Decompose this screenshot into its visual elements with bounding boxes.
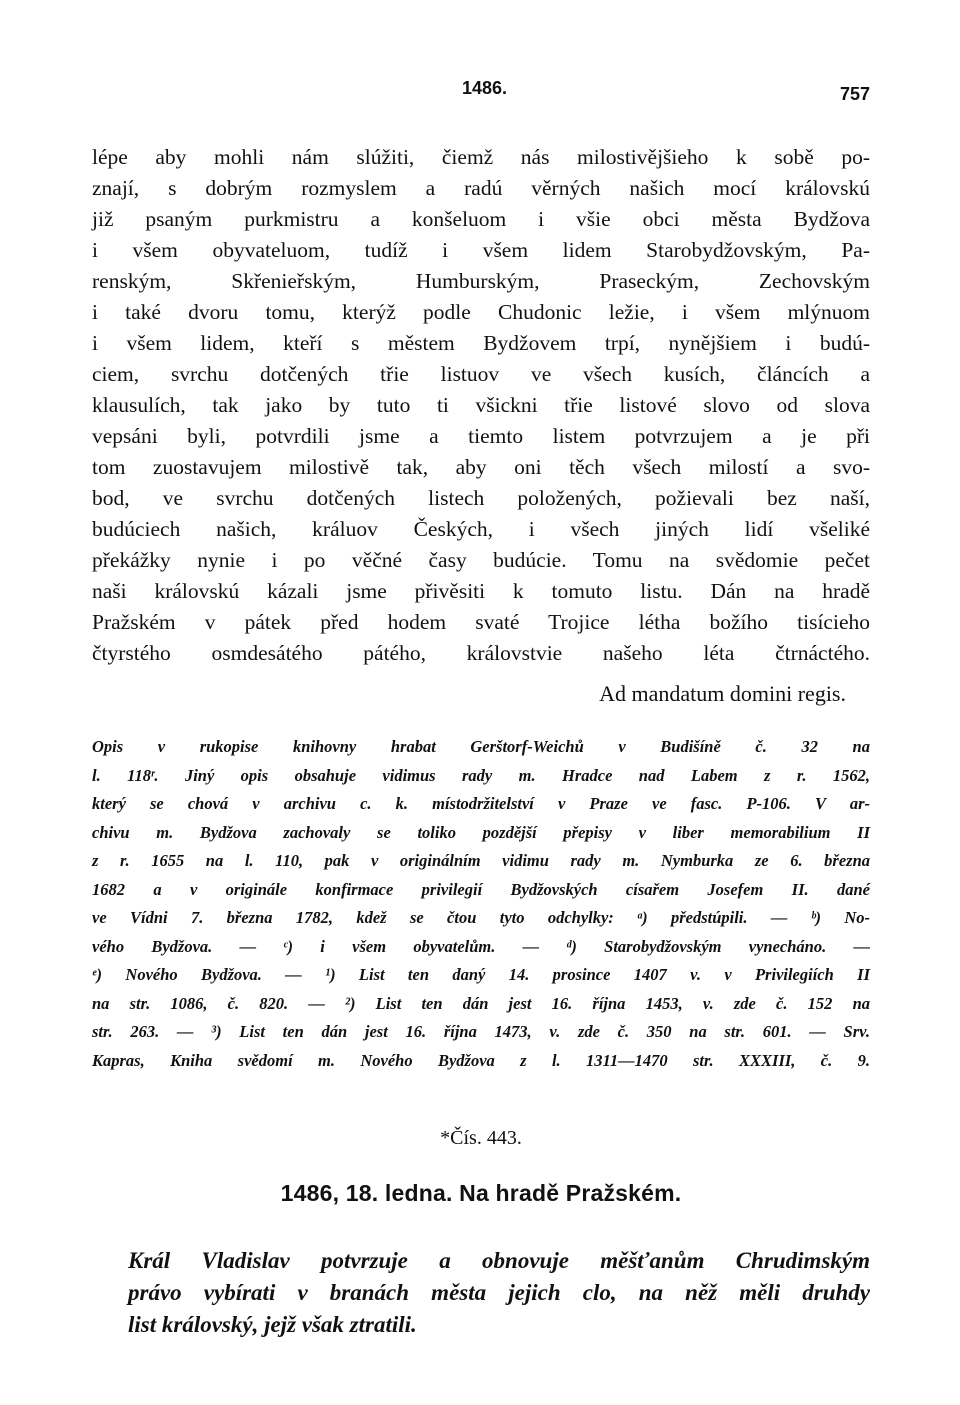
note-line: str. 263. — ³) List ten dán jest 16. října 1473, v. zde č. 350 na str. 601. — Srv. <box>92 1022 870 1041</box>
charter-line: již psaným purkmistru a konšeluom i všie obci města Bydžova <box>92 207 870 231</box>
note-line: který se chová v archivu c. k. místodržitelství v Praze ve fasc. P-106. V ar- <box>92 794 870 813</box>
document-regest <box>92 1245 870 1341</box>
charter-line: klausulích, tak jako by tuto ti všickni třie listové slovo od slova <box>92 393 870 417</box>
page-number: 757 <box>839 84 870 104</box>
document-number: *Čís. 443. <box>440 1127 522 1149</box>
charter-line: lépe aby mohli nám slúžiti, čiemž nás milostivějšieho k sobě po- <box>92 145 870 169</box>
document-heading: 1486, 18. ledna. Na hradě Pražském. <box>280 1180 682 1206</box>
running-head-year: 1486. <box>462 78 508 98</box>
closing-formula: Ad mandatum domini regis. <box>599 681 846 706</box>
source-notes <box>92 733 870 1075</box>
note-line: ve Vídni 7. března 1782, kdež se čtou tyto odchylky: ᵃ) předstúpili. — ᵇ) No- <box>92 908 870 927</box>
note-line: z r. 1655 na l. 110, pak v originálním vidimu rady m. Nymburka ze 6. března <box>92 851 870 870</box>
note-line: ᵉ) Nového Bydžova. — ¹) List ten daný 14. prosince 1407 v. v Privilegiích II <box>92 965 870 984</box>
regest-line: Král Vladislav potvrzuje a obnovuje měšťanům Chrudimským <box>128 1248 870 1273</box>
running-head <box>92 70 870 114</box>
charter-line: naši královskú kázali jsme přivěsiti k tomuto listu. Dán na hradě <box>92 579 870 603</box>
charter-line: Pražském v pátek před hodem svaté Trojice létha božího tisícieho <box>92 610 870 634</box>
charter-line: vepsáni byli, potvrdili jsme a tiemto listem potvrzujem a je při <box>92 424 870 448</box>
note-line: Kapras, Kniha svědomí m. Nového Bydžova z l. 1311—1470 str. XXXIII, č. 9. <box>92 1050 870 1070</box>
note-line: Opis v rukopise knihovny hrabat Gerštorf-Weichů v Budišíně č. 32 na <box>92 737 870 756</box>
note-line: l. 118ʳ. Jiný opis obsahuje vidimus rady m. Hradce nad Labem z r. 1562, <box>92 765 870 785</box>
note-line: vého Bydžova. — ᶜ) i všem obyvatelům. — ᵈ) Starobydžovským vynecháno. — <box>92 936 870 956</box>
regest-line: list královský, jejž však ztratili. <box>128 1312 417 1337</box>
regest-line: právo vybírati v branách města jejich clo, na něž měli druhdy <box>128 1280 870 1305</box>
book-page <box>92 70 870 1341</box>
charter-line: tom zuostavujem milostivě tak, aby oni těch všech milostí a svo- <box>92 455 870 479</box>
charter-line: i všem lidem, kteří s městem Bydžovem trpí, nynějšiem i budú- <box>92 331 870 355</box>
note-line: na str. 1086, č. 820. — ²) List ten dán jest 16. října 1453, v. zde č. 152 na <box>92 993 870 1013</box>
charter-line: budúciech našich, králuov Českých, i všech jiných lidí všeliké <box>92 517 870 541</box>
charter-line: i všem obyvateluom, tudíž i všem lidem Starobydžovským, Pa- <box>92 238 870 262</box>
charter-line: i také dvoru tomu, kterýž podle Chudonic ležie, i všem mlýnuom <box>92 300 870 324</box>
note-line: 1682 a v originále konfirmace privilegií Bydžovských císařem Josefem II. dané <box>92 879 870 899</box>
charter-line: bod, ve svrchu dotčených listech položených, požievali bez naší, <box>92 486 870 510</box>
charter-line: překážky nynie i po věčné časy budúcie. Tomu na svědomie pečet <box>92 548 870 572</box>
charter-line: renským, Skřenieřským, Humburským, Praseckým, Zechovským <box>92 269 870 293</box>
charter-text <box>92 142 870 669</box>
charter-line: znají, s dobrým rozmyslem a radú věrných našich mocí královskú <box>92 176 870 200</box>
charter-line: ciem, svrchu dotčených třie listuov ve všech kusích, článcích a <box>92 362 870 386</box>
charter-line: čtyrstého osmdesátého pátého, královstvie našeho léta čtrnáctého. <box>92 641 870 665</box>
note-line: chivu m. Bydžova zachovaly se toliko pozdější přepisy v liber memorabilium II <box>92 822 870 842</box>
